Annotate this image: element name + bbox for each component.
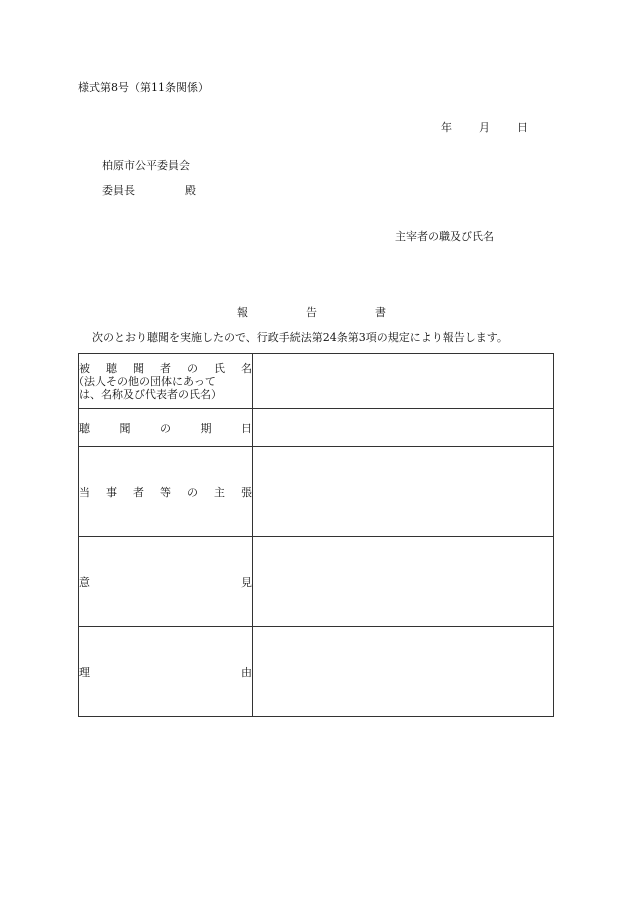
opinion-label bbox=[79, 574, 252, 590]
label-char: 名 bbox=[241, 361, 252, 375]
label-char: 事 bbox=[106, 485, 117, 499]
hearing-date-label-cell bbox=[79, 409, 253, 447]
date-year: 年 bbox=[441, 121, 452, 134]
label-char: 被 bbox=[79, 361, 90, 375]
label-char: 張 bbox=[241, 485, 252, 499]
party-claims-label bbox=[79, 484, 252, 500]
respondent-label bbox=[79, 362, 252, 375]
label-char: 聴 bbox=[106, 361, 117, 375]
label-char: 日 bbox=[241, 421, 252, 435]
label-char: 聞 bbox=[133, 361, 144, 375]
respondent-note-line2: は、名称及び代表者の氏名） bbox=[79, 387, 222, 401]
opinion-label-cell bbox=[79, 537, 253, 627]
label-char: 者 bbox=[160, 361, 171, 375]
reason-value-cell[interactable] bbox=[253, 627, 554, 717]
report-table bbox=[73, 353, 554, 717]
respondent-value-cell[interactable] bbox=[253, 354, 554, 409]
reason-label bbox=[79, 664, 252, 680]
label-char: 氏 bbox=[214, 361, 225, 375]
addressee-organization: 柏原市公平委員会 bbox=[102, 159, 190, 172]
label-char: 主 bbox=[214, 485, 225, 499]
label-char: 当 bbox=[79, 485, 90, 499]
table-row bbox=[79, 537, 554, 627]
label-char: 聴 bbox=[79, 421, 90, 435]
table-row bbox=[79, 447, 554, 537]
addressee-title: 委員長 bbox=[102, 184, 135, 197]
addressee-honorific: 殿 bbox=[185, 184, 196, 197]
label-char: の bbox=[160, 421, 171, 435]
respondent-note-line1: （法人その他の団体にあって bbox=[73, 374, 216, 388]
party-claims-label-cell bbox=[79, 447, 253, 537]
label-char: の bbox=[187, 361, 198, 375]
document-title bbox=[237, 307, 386, 318]
date-day: 日 bbox=[517, 121, 528, 134]
label-char: 期 bbox=[200, 421, 212, 435]
table-row bbox=[79, 409, 554, 447]
party-claims-value-cell[interactable] bbox=[253, 447, 554, 537]
table-row bbox=[79, 627, 554, 717]
label-char: の bbox=[187, 485, 198, 499]
reason-label-cell bbox=[79, 627, 253, 717]
title-char: 書 bbox=[375, 306, 386, 319]
opinion-value-cell[interactable] bbox=[253, 537, 554, 627]
hearing-date-value-cell[interactable] bbox=[253, 409, 554, 447]
respondent-label-cell bbox=[73, 354, 253, 409]
label-char: 由 bbox=[241, 665, 252, 679]
hearing-date-label bbox=[79, 420, 252, 436]
label-char: 意 bbox=[79, 575, 90, 589]
title-char: 告 bbox=[306, 306, 317, 319]
label-char: 理 bbox=[79, 665, 90, 679]
date-line bbox=[441, 122, 528, 133]
date-month: 月 bbox=[479, 121, 490, 134]
label-char: 等 bbox=[160, 485, 171, 499]
form-number: 様式第8号（第11条関係） bbox=[78, 81, 209, 94]
title-char: 報 bbox=[237, 306, 248, 319]
label-char: 見 bbox=[241, 575, 252, 589]
label-char: 聞 bbox=[119, 421, 131, 435]
organizer-name-label: 主宰者の職及び氏名 bbox=[395, 230, 494, 243]
table-row bbox=[79, 354, 554, 409]
label-char: 者 bbox=[133, 485, 144, 499]
intro-text: 次のとおり聴聞を実施したので、行政手続法第24条第3項の規定により報告します。 bbox=[92, 331, 508, 344]
